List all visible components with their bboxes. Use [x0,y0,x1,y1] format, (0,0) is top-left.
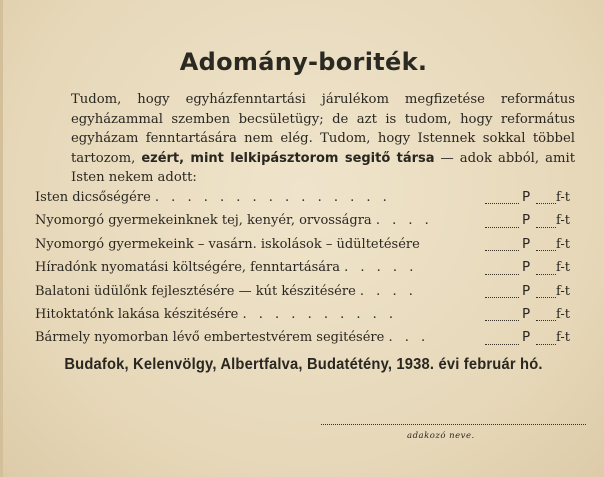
pengo-symbol: P [522,282,531,299]
filler-symbol: f-t [556,190,570,205]
filler-blank[interactable] [536,344,556,345]
donation-row [35,256,580,279]
filler-symbol: f-t [556,283,570,299]
donation-row-label: Nyomorgó gyermekeink – vasárn. iskolások – üdültetésére [35,236,420,252]
donation-row [35,280,580,303]
pengo-symbol: P [522,305,531,322]
filler-blank[interactable] [536,227,556,228]
donation-items [35,186,580,350]
filler-symbol: f-t [556,330,570,346]
amount-field[interactable] [485,256,580,279]
leader-dots: . . . . . [344,260,418,276]
intro-text-start: Tudom, hogy egyházfenntartási járulékom megfizetése református egyházammal szemben becsületügy; de azt is tudom, hogy református egyházam fenntartására nem elég. Tudom, hogy Istennek sokkal többel tartozom, [71,92,575,166]
donation-row-label: Bármely nyomorban lévő embertestvérem segitésére [35,330,385,346]
pengo-symbol: P [522,329,531,346]
filler-blank[interactable] [536,320,556,321]
form-title: Adomány-boriték. [179,48,428,76]
filler-blank[interactable] [536,274,556,275]
donor-name-label: adakozó neve. [407,431,475,441]
intro-text-end: — adok abból, amit Isten nekem adott: [71,150,575,185]
donation-row-label: Nyomorgó gyermekeinknek tej, kenyér, orvosságra [35,213,372,229]
filler-blank[interactable] [536,297,556,298]
donation-row-label: Híradónk nyomatási költségére, fenntartására [35,260,340,276]
filler-symbol: f-t [556,260,570,276]
pengo-blank[interactable] [485,344,519,345]
leader-dots: . . . . [359,283,417,299]
pengo-blank[interactable] [485,320,519,321]
pengo-blank[interactable] [485,203,519,204]
filler-symbol: f-t [556,306,570,322]
place-and-date: Budafok, Kelenvölgy, Albertfalva, Budatétény, 1938. évi február hó. [64,356,543,373]
leader-dots: . . . . . . . . . . . . . . . [154,190,391,205]
filler-symbol: f-t [556,213,570,229]
leader-dots: . . . . [375,213,433,229]
amount-field[interactable] [485,280,580,303]
pengo-blank[interactable] [485,250,519,251]
leader-dots: . . . [388,330,430,346]
amount-field[interactable] [485,233,580,256]
pengo-symbol: P [522,259,531,276]
intro-bold-phrase: ezért, mint lelkipásztorom segitő társa [141,150,435,166]
donation-row-label: Isten dicsőségére [35,190,151,205]
leader-dots: . . . . . . . . . . [242,306,398,322]
donation-row [35,209,580,232]
pengo-symbol: P [522,235,531,252]
pengo-blank[interactable] [485,227,519,228]
donor-name-line[interactable] [321,424,586,425]
pengo-symbol: P [522,212,531,229]
amount-field[interactable] [485,186,580,209]
filler-symbol: f-t [556,236,570,252]
donation-row [35,303,580,326]
amount-field[interactable] [485,303,580,326]
intro-paragraph [35,90,575,188]
amount-field[interactable] [485,326,580,349]
filler-blank[interactable] [536,250,556,251]
pengo-blank[interactable] [485,297,519,298]
donation-row-label: Hitoktatónk lakása készitésére [35,306,239,322]
donation-row [35,186,580,209]
donation-row [35,326,580,349]
donation-row [35,233,580,256]
pengo-blank[interactable] [485,274,519,275]
pengo-symbol: P [522,189,531,205]
donation-row-label: Balatoni üdülőnk fejlesztésére — kút készitésére [35,283,356,299]
amount-field[interactable] [485,209,580,232]
filler-blank[interactable] [536,203,556,204]
